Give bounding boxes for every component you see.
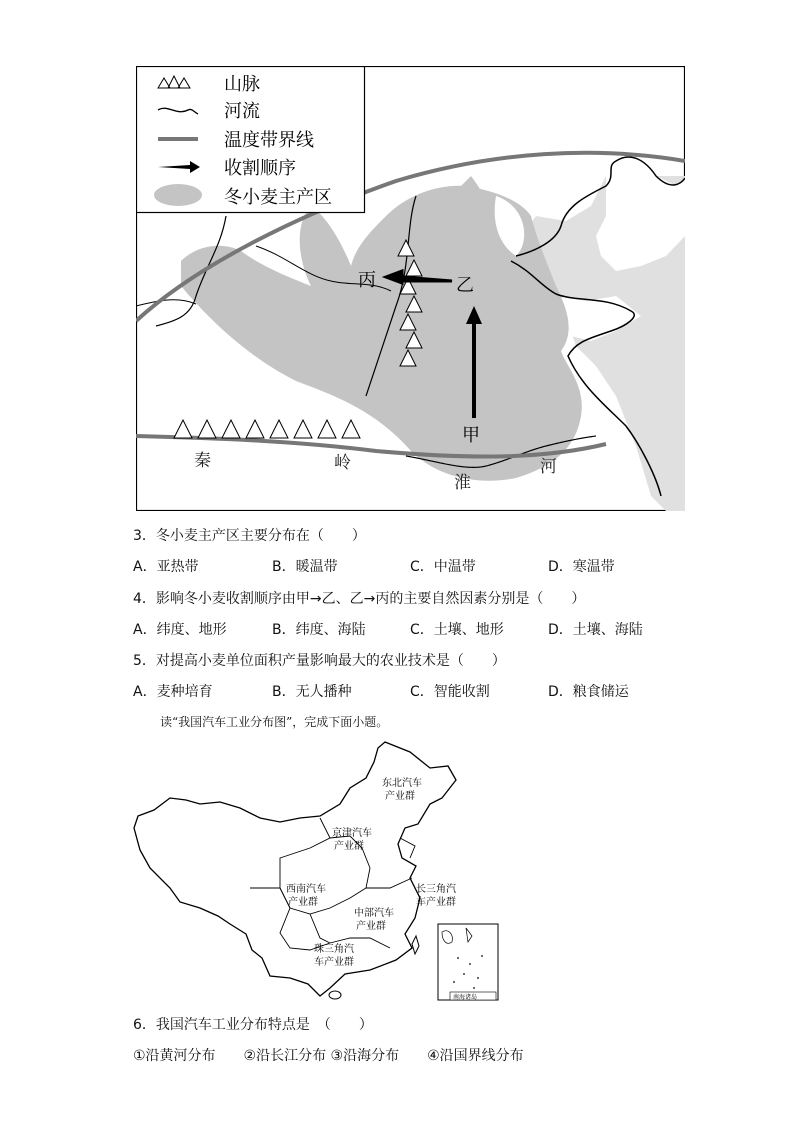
q3-option-c[interactable]: C．中温带 <box>410 559 476 575</box>
cluster-southwest-line2: 产业群 <box>288 897 318 908</box>
q3-option-a[interactable]: A．亚热带 <box>133 559 199 575</box>
hainan-island <box>329 991 341 999</box>
south-china-sea-inset <box>438 924 498 1001</box>
q4-option-c[interactable]: C．土壤、地形 <box>410 622 504 638</box>
taiwan-island <box>412 936 419 954</box>
q5-option-c[interactable]: C．智能收割 <box>410 684 490 700</box>
cluster-southwest-line1: 西南汽车 <box>286 884 326 895</box>
cluster-central-line2: 产业群 <box>356 921 386 932</box>
legend-harvest-label: 收割顺序 <box>224 158 296 179</box>
legend-wheat-area-label: 冬小麦主产区 <box>224 187 332 208</box>
cluster-central-line1: 中部汽车 <box>354 908 394 919</box>
q5-option-a[interactable]: A．麦种培育 <box>133 684 213 700</box>
winter-wheat-map <box>136 66 685 511</box>
legend-temp-line-label: 温度带界线 <box>224 130 314 151</box>
question-5-stem: 5．对提高小麦单位面积产量影响最大的农业技术是（ ） <box>133 653 506 669</box>
question-6-items: ①沿黄河分布 ②沿长江分布 ③沿海分布 ④沿国界线分布 <box>133 1048 524 1064</box>
label-he: 河 <box>540 457 557 477</box>
cluster-northeast-line1: 东北汽车 <box>382 778 422 789</box>
label-qin: 秦 <box>194 451 211 471</box>
q4-option-b[interactable]: B．纬度、海陆 <box>272 622 366 638</box>
label-jia: 甲 <box>462 425 480 446</box>
q3-option-d[interactable]: D．寒温带 <box>548 559 615 575</box>
legend-river-label: 河流 <box>224 101 260 122</box>
china-auto-industry-map <box>130 738 502 1004</box>
question-3-stem: 3．冬小麦主产区主要分布在（ ） <box>133 528 366 544</box>
question-6-stem: 6．我国汽车工业分布特点是 （ ） <box>133 1017 373 1033</box>
cluster-yangtze-delta-line2: 车产业群 <box>416 897 456 908</box>
cluster-jingjin-line2: 产业群 <box>334 841 364 852</box>
q4-option-a[interactable]: A．纬度、地形 <box>133 622 227 638</box>
wheat-area-legend-icon <box>154 184 202 206</box>
q5-option-b[interactable]: B．无人播种 <box>272 684 352 700</box>
cluster-pearl-delta-line1: 珠三角汽 <box>314 944 354 955</box>
q5-option-d[interactable]: D．粮食储运 <box>548 684 629 700</box>
legend-mountains-label: 山脉 <box>224 74 260 95</box>
question-4-stem: 4．影响冬小麦收割顺序由甲→乙、乙→丙的主要自然因素分别是（ ） <box>133 591 586 607</box>
reading-prompt: 读“我国汽车工业分布图”，完成下面小题。 <box>160 715 389 729</box>
inset-label: 南海诸岛 <box>453 994 478 1001</box>
q3-option-b[interactable]: B．暖温带 <box>272 559 338 575</box>
cluster-jingjin-line1: 京津汽车 <box>332 828 372 839</box>
legend <box>137 67 365 213</box>
cluster-yangtze-delta-line1: 长三角汽 <box>416 884 456 895</box>
cluster-pearl-delta-line2: 车产业群 <box>314 957 354 968</box>
label-bing: 丙 <box>358 270 376 291</box>
label-yi: 乙 <box>456 275 474 296</box>
q4-option-d[interactable]: D．土壤、海陆 <box>548 622 643 638</box>
cluster-northeast-line2: 产业群 <box>385 791 415 802</box>
label-ling: 岭 <box>334 453 351 473</box>
label-huai: 淮 <box>454 473 471 493</box>
